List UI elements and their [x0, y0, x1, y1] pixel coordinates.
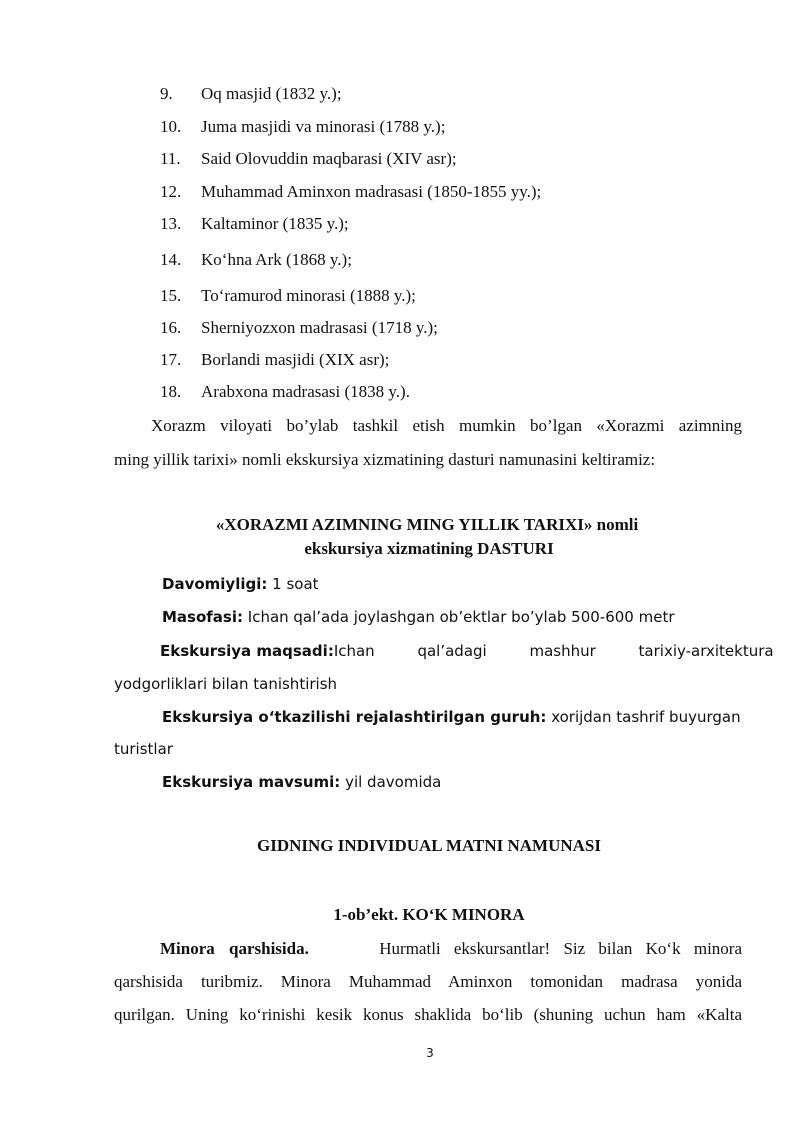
page-number: 3 [426, 1046, 434, 1060]
distance-row [162, 608, 675, 626]
list-item-text: Said Olovuddin maqbarasi (XIV asr); [201, 149, 457, 168]
list-item-number: 13. [160, 214, 182, 233]
list-item-text: Juma masjidi va minorasi (1788 y.); [201, 117, 446, 136]
list-item-text: To‘ramurod minorasi (1888 y.); [201, 286, 416, 305]
duration-label: Davomiyligi: [162, 575, 268, 593]
list-item-text: Sherniyozxon madrasasi (1718 y.); [201, 318, 438, 337]
intro-line-2: ming yillik tarixi» nomli ekskursiya xizmatining dasturi namunasini keltiramiz: [114, 450, 656, 469]
body-line-1-rest: Hurmatli ekskursantlar! Siz bilan Ko‘k minora [379, 939, 742, 958]
group-value-line-1: xorijdan tashrif buyurgan [546, 708, 741, 726]
list-item-number: 10. [160, 117, 182, 136]
body-line-1 [160, 939, 742, 959]
list-item-text: Arabxona madrasasi (1838 y.). [201, 382, 410, 401]
body-line-2: qarshisida turibmiz. Minora Muhammad Aminxon tomonidan madrasa yonida [114, 972, 742, 991]
list-item-number: 18. [160, 382, 182, 401]
distance-label: Masofasi: [162, 608, 243, 626]
body-lead-bold: Minora qarshisida. [160, 939, 309, 958]
list-item-number: 16. [160, 318, 182, 337]
program-title-line-2: ekskursiya xizmatining DASTURI [304, 539, 554, 558]
duration-row [162, 575, 319, 593]
group-value-line-2: turistlar [114, 740, 173, 758]
list-item-number: 15. [160, 286, 182, 305]
goal-value-line-2: yodgorliklari bilan tanishtirish [114, 675, 338, 693]
goal-row [160, 642, 774, 660]
intro-line-1: Xorazm viloyati bo’ylab tashkil etish mumkin bo’lgan «Xorazmi azimning [151, 416, 742, 435]
group-label: Ekskursiya o‘tkazilishi rejalashtirilgan guruh: [162, 708, 547, 726]
group-row [162, 708, 741, 726]
distance-value: Ichan qal’ada joylashgan ob’ektlar bo’ylab 500-600 metr [243, 608, 675, 626]
goal-value-line-1: Ichan qal’adagi mashhur tarixiy-arxitektura [333, 642, 774, 660]
body-line-3: qurilgan. Uning ko‘rinishi kesik konus shaklida bo‘lib (shuning uchun ham «Kalta [114, 1005, 742, 1024]
list-item-number: 9. [160, 84, 173, 103]
season-label: Ekskursiya mavsumi: [162, 773, 341, 791]
list-item-text: Ko‘hna Ark (1868 y.); [201, 250, 352, 269]
list-item-number: 17. [160, 350, 182, 369]
list-item-number: 11. [160, 149, 181, 168]
list-item-text: Kaltaminor (1835 y.); [201, 214, 349, 233]
guide-heading: GIDNING INDIVIDUAL MATNI NAMUNASI [257, 836, 601, 855]
list-item-text: Muhammad Aminxon madrasasi (1850-1855 yy.); [201, 182, 542, 201]
list-item-text: Oq masjid (1832 y.); [201, 84, 342, 103]
list-item-text: Borlandi masjidi (XIX asr); [201, 350, 390, 369]
season-row [162, 773, 441, 791]
goal-label: Ekskursiya maqsadi: [160, 642, 334, 660]
object-heading: 1-ob’ekt. KO‘K MINORA [333, 905, 525, 924]
program-title-line-1: «XORAZMI AZIMNING MING YILLIK TARIXI» nomli [215, 515, 639, 534]
season-value: yil davomida [340, 773, 442, 791]
list-item-number: 12. [160, 182, 182, 201]
duration-value: 1 soat [267, 575, 319, 593]
list-item-number: 14. [160, 250, 182, 269]
